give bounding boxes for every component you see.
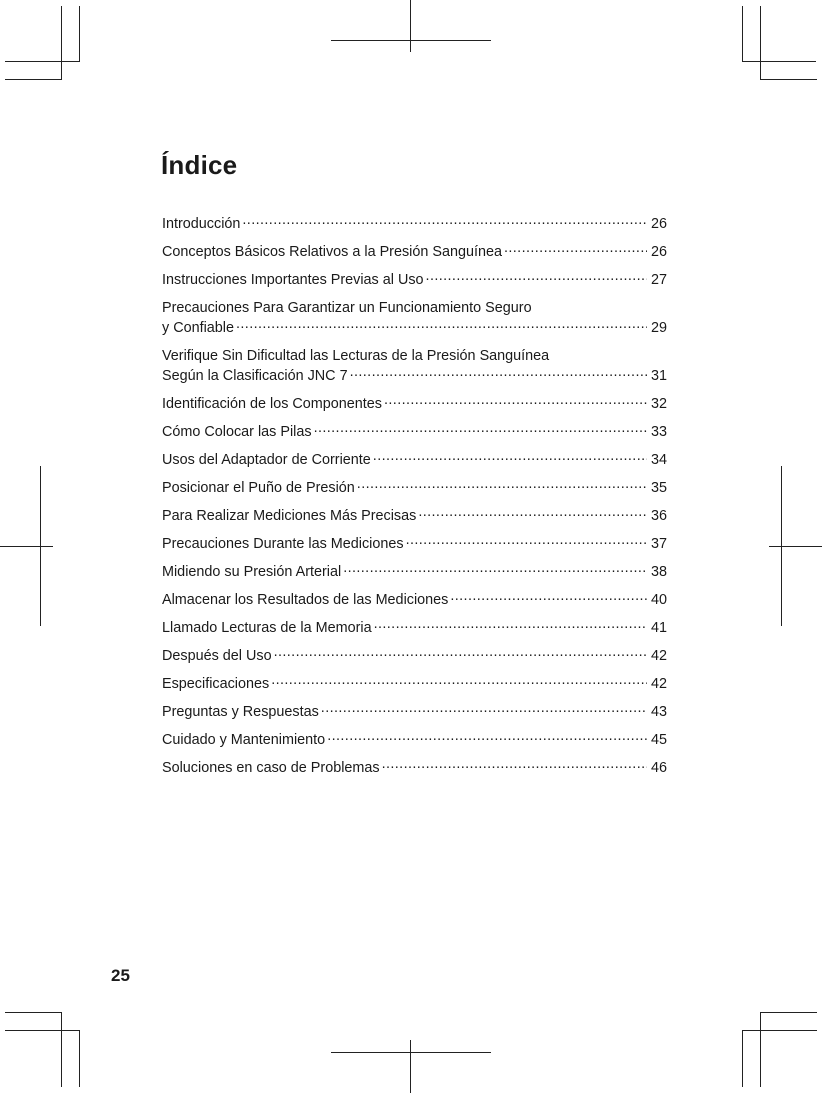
toc-entry[interactable] — [162, 758, 667, 778]
toc-entry-page-number: 33 — [650, 424, 667, 441]
crop-mark-bottom-center-horizontal — [331, 1052, 491, 1053]
toc-entry[interactable] — [162, 422, 667, 442]
toc-entry-label: Para Realizar Mediciones Más Precisas — [162, 508, 417, 525]
toc-dot-leader — [321, 702, 647, 716]
toc-entry-label: Cuidado y Mantenimiento — [162, 732, 326, 749]
toc-entry-page-number: 40 — [650, 592, 667, 609]
toc-dot-leader — [384, 394, 647, 408]
toc-entry[interactable] — [162, 450, 667, 470]
toc-entry-page-number: 32 — [650, 396, 667, 413]
toc-entry-page-number: 36 — [650, 508, 667, 525]
toc-entry-label: Precauciones Durante las Mediciones — [162, 536, 404, 553]
page-number: 25 — [111, 966, 130, 985]
toc-entry-line — [162, 450, 667, 470]
toc-entry-page-number: 31 — [650, 368, 667, 385]
toc-dot-leader — [274, 646, 647, 660]
crop-mark-top-right-vertical-inner — [742, 6, 743, 62]
toc-entry[interactable] — [162, 590, 667, 610]
toc-entry-page-number: 41 — [650, 620, 667, 637]
table-of-contents — [162, 214, 667, 786]
crop-mark-top-left-horizontal — [5, 61, 79, 62]
crop-mark-bottom-right-vertical-outer — [760, 1012, 761, 1087]
toc-entry-line — [162, 394, 667, 414]
toc-entry[interactable] — [162, 214, 667, 234]
toc-entry-line — [162, 270, 667, 290]
toc-entry-page-number: 34 — [650, 452, 667, 469]
toc-entry-line — [162, 618, 667, 638]
toc-dot-leader — [382, 758, 647, 772]
toc-entry-line — [162, 674, 667, 694]
crop-mark-middle-left-vertical — [40, 466, 41, 626]
toc-entry-label: Usos del Adaptador de Corriente — [162, 452, 371, 469]
toc-entry[interactable] — [162, 562, 667, 582]
toc-entry-label: Midiendo su Presión Arterial — [162, 564, 342, 581]
toc-entry-label: Según la Clasificación JNC 7 — [162, 368, 348, 385]
toc-entry-page-number: 26 — [650, 216, 667, 233]
crop-mark-bottom-left-vertical-inner — [79, 1030, 80, 1087]
page-title: Índice — [161, 150, 238, 180]
toc-dot-leader — [314, 422, 647, 436]
toc-entry[interactable] — [162, 618, 667, 638]
toc-entry-line — [162, 702, 667, 722]
toc-entry[interactable] — [162, 534, 667, 554]
toc-entry-page-number: 46 — [650, 760, 667, 777]
toc-entry-page-number: 35 — [650, 480, 667, 497]
toc-entry-line — [162, 366, 667, 386]
toc-entry[interactable] — [162, 242, 667, 262]
toc-entry-page-number: 27 — [650, 272, 667, 289]
toc-entry-label: Identificación de los Componentes — [162, 396, 382, 413]
crop-mark-top-right-vertical-outer — [760, 6, 761, 79]
toc-entry[interactable] — [162, 478, 667, 498]
toc-dot-leader — [271, 674, 647, 688]
toc-entry-page-number: 37 — [650, 536, 667, 553]
toc-entry-line — [162, 422, 667, 442]
toc-entry[interactable] — [162, 702, 667, 722]
toc-entry[interactable] — [162, 646, 667, 666]
crop-mark-top-center-vertical — [410, 0, 411, 52]
toc-entry-label: y Confiable — [162, 320, 234, 337]
toc-entry-line — [162, 214, 667, 234]
toc-entry-first-line: Verifique Sin Dificultad las Lecturas de la Presión Sanguínea — [162, 347, 550, 364]
crop-mark-bottom-left-horizontal-lower — [5, 1030, 80, 1031]
crop-mark-bottom-right-horizontal-lower — [742, 1030, 817, 1031]
crop-mark-middle-right-horizontal — [769, 546, 822, 547]
crop-mark-bottom-left-horizontal — [5, 1012, 62, 1013]
crop-mark-bottom-right-vertical-inner — [742, 1030, 743, 1087]
crop-mark-top-right-horizontal-lower — [760, 79, 817, 80]
toc-dot-leader — [426, 270, 647, 284]
crop-mark-bottom-right-horizontal — [760, 1012, 817, 1013]
crop-mark-bottom-left-vertical-outer — [61, 1012, 62, 1087]
toc-dot-leader — [504, 242, 647, 256]
toc-entry[interactable] — [162, 394, 667, 414]
toc-entry-label: Posicionar el Puño de Presión — [162, 480, 355, 497]
toc-entry-page-number: 45 — [650, 732, 667, 749]
toc-entry[interactable] — [162, 674, 667, 694]
toc-entry[interactable] — [162, 506, 667, 526]
toc-entry-label: Conceptos Básicos Relativos a la Presión Sanguínea — [162, 244, 502, 261]
toc-entry-label: Instrucciones Importantes Previas al Uso — [162, 272, 424, 289]
toc-entry-page-number: 43 — [650, 704, 667, 721]
toc-entry-page-number: 42 — [650, 648, 667, 665]
crop-mark-middle-right-vertical — [781, 466, 782, 626]
toc-entry[interactable] — [162, 730, 667, 750]
toc-entry-label: Llamado Lecturas de la Memoria — [162, 620, 372, 637]
crop-mark-middle-left-horizontal — [0, 546, 53, 547]
toc-entry-line — [162, 534, 667, 554]
toc-dot-leader — [242, 214, 647, 228]
crop-mark-top-center-horizontal — [331, 40, 491, 41]
toc-entry-label: Especificaciones — [162, 676, 270, 693]
toc-entry-line — [162, 478, 667, 498]
crop-mark-top-left-vertical-outer — [61, 6, 62, 79]
toc-entry-line — [162, 318, 667, 338]
toc-entry-line — [162, 562, 667, 582]
toc-entry-page-number: 38 — [650, 564, 667, 581]
toc-entry-line — [162, 730, 667, 750]
toc-entry[interactable] — [162, 270, 667, 290]
toc-dot-leader — [236, 318, 647, 332]
toc-entry-line — [162, 506, 667, 526]
toc-entry-line — [162, 242, 667, 262]
toc-entry-label: Introducción — [162, 216, 241, 233]
toc-entry-label: Preguntas y Respuestas — [162, 704, 319, 721]
toc-entry-page-number: 26 — [650, 244, 667, 261]
toc-entry-page-number: 42 — [650, 676, 667, 693]
toc-dot-leader — [373, 450, 647, 464]
toc-dot-leader — [418, 506, 647, 520]
toc-entry-label: Después del Uso — [162, 648, 272, 665]
toc-dot-leader — [350, 366, 647, 380]
toc-entry-label: Soluciones en caso de Problemas — [162, 760, 380, 777]
toc-entry[interactable] — [162, 346, 667, 386]
toc-dot-leader — [343, 562, 647, 576]
crop-mark-top-right-horizontal — [742, 61, 816, 62]
toc-entry-first-line: Precauciones Para Garantizar un Funcionamiento Seguro — [162, 299, 532, 316]
toc-entry-label: Almacenar los Resultados de las Mediciones — [162, 592, 449, 609]
toc-dot-leader — [374, 618, 647, 632]
crop-mark-top-left-horizontal-lower — [5, 79, 62, 80]
toc-dot-leader — [406, 534, 647, 548]
toc-entry-label: Cómo Colocar las Pilas — [162, 424, 312, 441]
toc-dot-leader — [357, 478, 647, 492]
crop-mark-top-left-vertical-inner — [79, 6, 80, 62]
toc-entry-line — [162, 646, 667, 666]
toc-entry[interactable] — [162, 298, 667, 338]
toc-dot-leader — [327, 730, 647, 744]
toc-dot-leader — [450, 590, 647, 604]
crop-mark-bottom-center-vertical — [410, 1040, 411, 1093]
toc-entry-line — [162, 590, 667, 610]
toc-entry-page-number: 29 — [650, 320, 667, 337]
toc-entry-line — [162, 758, 667, 778]
